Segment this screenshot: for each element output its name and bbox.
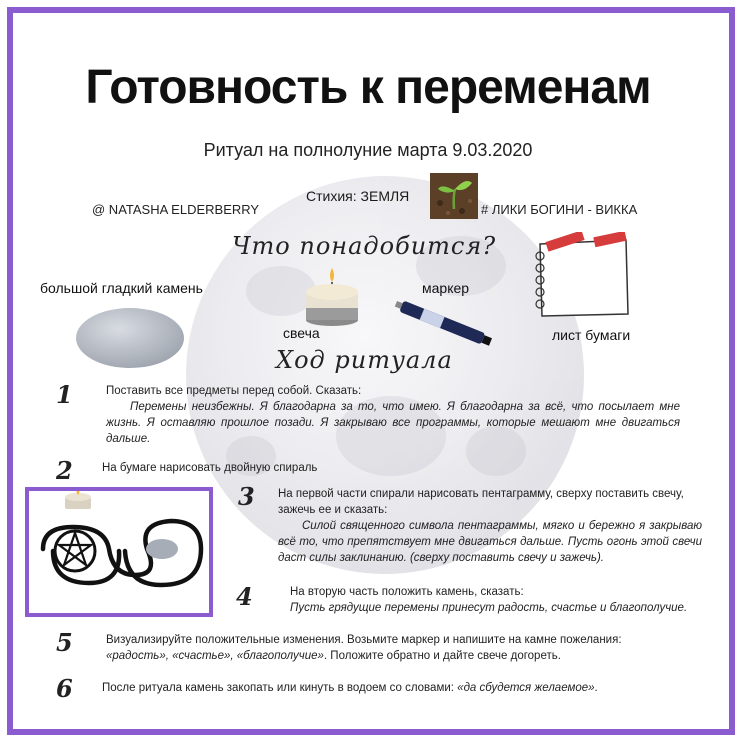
step-number-6: 6 bbox=[56, 674, 73, 703]
paper-sheet-icon bbox=[528, 232, 632, 320]
step-6-phrase: «да сбудется желаемое» bbox=[457, 682, 595, 694]
step-5 bbox=[106, 632, 706, 664]
step-number-2: 2 bbox=[56, 456, 73, 485]
step-5-instruction-end: . Положите обратно и дайте свече догореть. bbox=[323, 650, 561, 662]
step-5-wishes: «радость», «счастье», «благополучие» bbox=[106, 650, 324, 662]
step-2-instruction: На бумаге нарисовать двойную спираль bbox=[102, 462, 318, 474]
marker-icon bbox=[390, 300, 502, 348]
author-handle: @ NATASHA ELDERBERRY bbox=[92, 202, 260, 217]
page-title: Готовность к переменам bbox=[85, 61, 651, 114]
step-1-incantation: Перемены неизбежны. Я благодарна за то, что имею. Я благодарна за всё, что посылает мне жизнь. Я оставляю прошлое позади. Я закрываю все программы, которые мешают мне двигаться дальше. bbox=[106, 401, 680, 445]
step-6-instruction-end: . bbox=[594, 682, 598, 694]
candle-label: свеча bbox=[283, 325, 320, 341]
step-5-instruction: Визуализируйте положительные изменения. Возьмите маркер и напишите на камне пожелания: bbox=[106, 634, 622, 646]
stone-icon bbox=[74, 302, 186, 370]
step-4-incantation: Пусть грядущие перемены принесут радость, счастье и благополучие. bbox=[290, 602, 688, 614]
step-3-instruction: На первой части спирали нарисовать пентаграмму, сверху поставить свечу, зажечь ее и сказать: bbox=[278, 488, 684, 516]
ritual-heading: Ход ритуала bbox=[276, 346, 453, 374]
step-4 bbox=[290, 584, 720, 616]
step-number-1: 1 bbox=[56, 380, 73, 409]
paper-label: лист бумаги bbox=[552, 327, 631, 343]
step-3-incantation: Силой священного символа пентаграммы, мягко и бережно я закрываю всё то, что препятствует мне двигаться дальше. Пусть огонь этой свечи даст силы заклинанию. (сверху поставить свечу и зажечь). bbox=[278, 520, 702, 564]
marker-label: маркер bbox=[422, 280, 470, 296]
step-3 bbox=[278, 486, 702, 566]
step-6 bbox=[102, 680, 712, 696]
candle-icon bbox=[300, 264, 364, 328]
pentagram-icon bbox=[55, 531, 95, 571]
step-6-instruction: После ритуала камень закопать или кинуть в водоем со словами: bbox=[102, 682, 458, 694]
step-4-instruction: На вторую часть положить камень, сказать: bbox=[290, 586, 524, 598]
step-number-5: 5 bbox=[56, 628, 73, 657]
spiral-illustration bbox=[25, 487, 213, 617]
needs-heading: Что понадобится? bbox=[232, 232, 497, 260]
step-1-instruction: Поставить все предметы перед собой. Сказать: bbox=[106, 385, 362, 397]
seedling-icon bbox=[430, 173, 478, 219]
step-1 bbox=[106, 383, 680, 447]
step-number-4: 4 bbox=[236, 582, 253, 611]
element-label: Стихия: ЗЕМЛЯ bbox=[306, 188, 410, 204]
page-subtitle: Ритуал на полнолуние марта 9.03.2020 bbox=[203, 140, 533, 160]
step-number-3: 3 bbox=[238, 482, 255, 511]
stone-label: большой гладкий камень bbox=[40, 280, 203, 296]
tag-label: # ЛИКИ БОГИНИ - ВИККА bbox=[481, 202, 638, 217]
